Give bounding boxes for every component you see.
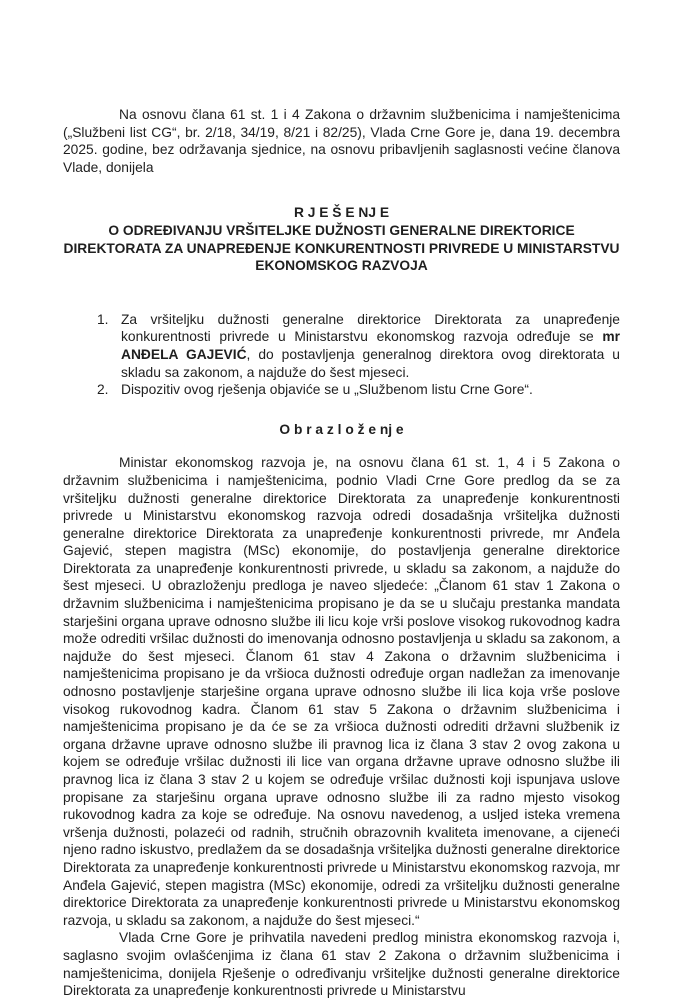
list-item-number: 2. xyxy=(97,382,109,398)
list-item-number: 1. xyxy=(97,311,109,327)
explanation-heading: O b r a z l o ž e nj e xyxy=(279,421,404,437)
appointee-name: mr ANĐELA GAJEVIĆ xyxy=(121,329,620,362)
intro-paragraph: Na osnovu člana 61 st. 1 i 4 Zakona o državnim službenicima i namještenicima („Službeni list CG“, br. 2/18, 34/19, 8/21 i 82/25), Vlada Crne Gore je, dana 19. decembra 2025. godine, bez održavanja sjednice, na osnovu pribavljenih saglasnosti većine članova Vlade, donijela xyxy=(63,107,620,175)
decision-subtitle: O ODREĐIVANJU VRŠITELJKE DUŽNOSTI GENERALNE DIREKTORICE DIREKTORATA ZA UNAPREĐENJE KONKURENTNOSTI PRIVREDE U MINISTARSTVU EKONOMSKOG RAZVOJA xyxy=(63,222,620,274)
explanation-paragraph-2: Vlada Crne Gore je prihvatila navedeni predlog ministra ekonomskog razvoja i, saglasno svojim ovlašćenjima iz člana 61 stav 2 Zakona o državnim službenicima i namještenicima, donijela Rješenje o određivanju vršiteljke dužnosti generalne direktorice Direktorata za unapređenje konkurentnosti privrede u Ministarstvu xyxy=(63,930,620,999)
decision-title-block xyxy=(63,204,620,274)
list-item xyxy=(97,311,620,381)
item1-text-post: , do postavljenja generalnog direktora ovog direktorata u skladu sa zakonom, a najduže do šest mjeseci. xyxy=(121,346,620,380)
list-item xyxy=(97,381,620,399)
decision-title: R J E Š E NJ E xyxy=(293,205,390,221)
explanation-paragraph-1: Ministar ekonomskog razvoja je, na osnovu člana 61 st. 1, 4 i 5 Zakona o državnim službenicima i namještenicima, podnio Vladi Crne Gore predlog da se za vršiteljku dužnosti generalne direktorice Direktorata za unapređenje konkurentnosti privrede u Ministarstvu ekonomskog razvoja odredi dosadašnja vršiteljka dužnosti generalne direktorice Direktorata za unapređenje konkurentnosti privrede, mr Anđela Gajević, stepen magistra (MSc) ekonomije, do postavljenja generalne direktorice Direktorata za unapređenje konkurentnosti privrede, u skladu sa zakonom, a najduže do šest mjeseci. U obrazloženju predloga je naveo sljedeće: „Članom 61 stav 1 Zakona o državnim službenicima i namještenicima propisano je da se u slučaju prestanka mandata starješini organa uprave odnosno službe ili licu koje vrši poslove visokog rukovodnog kadra može odrediti vršilac dužnosti do imenovanja odnosno postavljenja u skladu sa zakonom, a najduže do šest mjeseci. Članom 61 stav 4 Zakona o državnim službenicima i namještenicima propisano je da vršioca dužnosti određuje organ nadležan za imenovanje odnosno postavljenje starješine organa uprave odnosno službe ili lica koja vrše poslove visokog rukovodnog kadra. Članom 61 stav 5 Zakona o državnim službenicima i namještenicima propisano je da će se za vršioca dužnosti odrediti državni službenik iz organa državne uprave odnosno službe ili pravnog lica iz člana 3 stav 2 ovog zakona u kojem se određuje vršilac dužnosti ili lice van organa državne uprave odnosno službe ili pravnog lica iz člana 3 stav 2 u kojem se određuje vršilac dužnosti koji ispunjava uslove propisane za starješinu organa uprave odnosno službe ili za radno mjesto visokog rukovodnog kadra za koje se određuje. Na osnovu navedenog, a usljed isteka vremena vršenja dužnosti, polazeći od radnih, stručnih obrazovnih kvaliteta imenovane, a cijeneći njeno radno iskustvo, predlažem da se dosadašnja vršiteljka dužnosti generalne direktorice Direktorata za unapređenje konkurentnosti privrede u Ministarstvu ekonomskog razvoja, mr Anđela Gajević, stepen magistra (MSc) ekonomije, odredi za vršiteljku dužnosti generalne direktorice Direktorata za unapređenje konkurentnosti privrede u Ministarstvu ekonomskog razvoja, u skladu sa zakonom, a najduže do šest mjeseci.“ xyxy=(63,455,620,928)
item1-text-pre: Za vršiteljku dužnosti generalne direktorice Direktorata za unapređenje konkurentnosti privrede u Ministarstvu ekonomskog razvoja određuje se xyxy=(121,311,620,345)
decision-items-list xyxy=(63,311,620,399)
list-item-text xyxy=(121,311,620,381)
item2-text: Dispozitiv ovog rješenja objaviće se u „Službenom listu Crne Gore“. xyxy=(121,382,533,398)
